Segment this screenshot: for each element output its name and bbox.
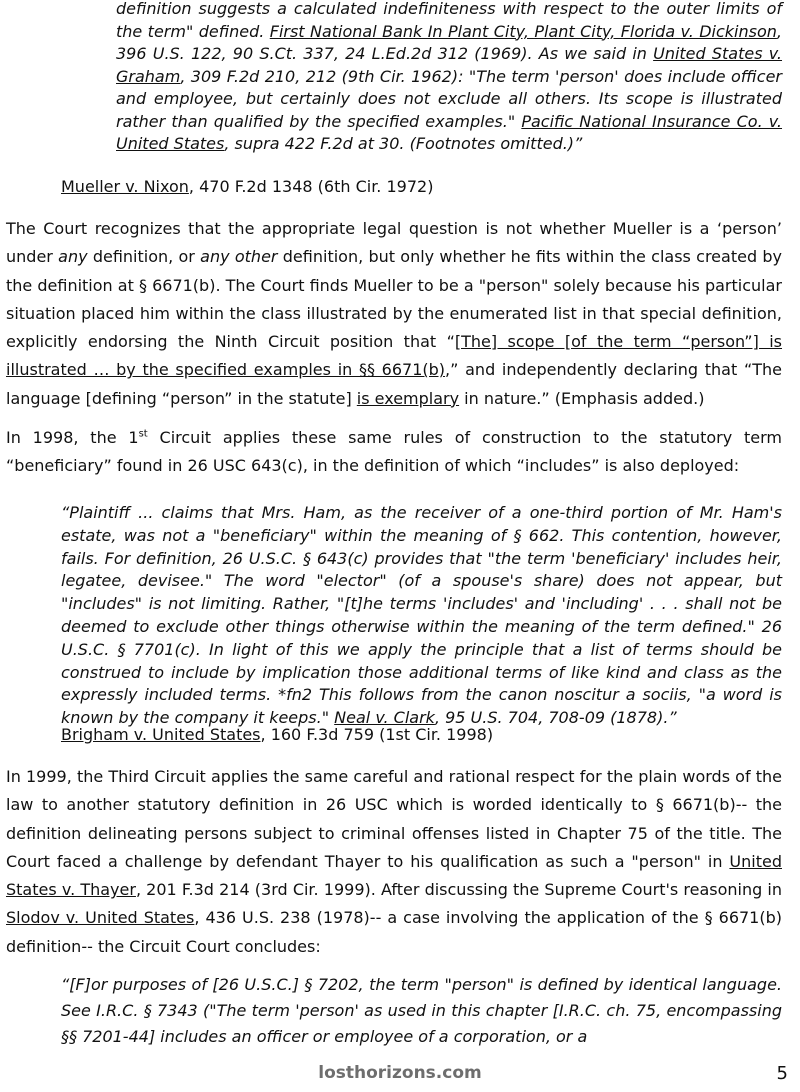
- citation-text: , 160 F.3d 759 (1st Cir. 1998): [260, 725, 494, 744]
- quote-brigham-excerpt: [61, 502, 782, 730]
- para-text: In 1998, the 1: [6, 428, 139, 447]
- quote-thayer-excerpt: [61, 972, 782, 1050]
- case-link-first-national-bank[interactable]: First National Bank In Plant City, Plant City, Florida v. Dickinson: [269, 21, 777, 41]
- case-link-mueller-v-nixon[interactable]: Mueller v. Nixon: [61, 177, 189, 196]
- case-link-graham[interactable]: United States v. Graham: [116, 44, 783, 86]
- case-link-thayer[interactable]: United States v. Thayer: [6, 851, 782, 900]
- paragraph-mueller-analysis: [6, 215, 782, 413]
- page-number: 5: [776, 1063, 788, 1084]
- para-text: definition, or: [87, 247, 201, 267]
- para-text: , 436 U.S. 238 (1978)-- a case involving the application of the § 6671(b) definition-- the Circuit Court concludes:: [6, 908, 782, 956]
- quote-text: , 309 F.2d 210, 212 (9th Cir. 1962): "The term 'person' does include officer and employee, but certainly does not exclude all others. Its scope is illustrated rather than qualified by the specified examples.": [116, 66, 782, 131]
- para-text: Circuit applies these same rules of construction to the statutory term “beneficiary” found in 26 USC 643(c), in the definition of which “includes” is also deployed:: [6, 428, 782, 476]
- page-footer: [0, 1063, 800, 1087]
- citation-text: , 470 F.2d 1348 (6th Cir. 1972): [188, 177, 434, 196]
- para-italic: any: [58, 247, 88, 267]
- para-italic: any other: [200, 247, 278, 267]
- para-text: ,” and independently declaring that “The language [defining “person” in the statute]: [6, 360, 782, 408]
- citation-mueller: [61, 177, 433, 196]
- quote-text: “Plaintiff ... claims that Mrs. Ham, as the receiver of a one-third portion of Mr. Ham's estate, was not a "beneficiary" within the meaning of § 662. This contention, however, fails. For definition, 26 U.S.C. § 643(c) provides that "the term 'beneficiary' includes heir, legatee, devisee." The word "elector" (of a spouse's share) does not appear, but "includes" is not limiting. Rather, "[t]he terms 'includes' and 'including' . . . shall not be deemed to exclude other things otherwise within the meaning of the term defined." 26 U.S.C. § 7701(c). In light of this we apply the principle that a list of terms should be construed to include by implication those additional terms of like kind and class as the expressly included terms. *fn2 This follows from the canon noscitur a sociis, "a word is known by the company it keeps.": [61, 503, 782, 728]
- case-link-slodov[interactable]: Slodov v. United States: [6, 908, 195, 928]
- ordinal-superscript: st: [138, 428, 148, 440]
- para-text: In 1999, the Third Circuit applies the same careful and rational respect for the plain words of the law to another statutory definition in 26 USC which is worded identically to § 6671(b)-- the definition delineating persons subject to criminal offenses listed in Chapter 75 of the title. The Court faced a challenge by defendant Thayer to his qualification as such a "person" in: [6, 767, 782, 871]
- quote-text: definition suggests a calculated indefiniteness with respect to the outer limits of the term" defined.: [116, 0, 782, 41]
- case-link-neal-v-clark[interactable]: Neal v. Clark: [334, 708, 435, 728]
- site-name[interactable]: losthorizons.com: [318, 1063, 482, 1083]
- quote-text: “[F]or purposes of [26 U.S.C.] § 7202, the term "person" is defined by identical language. See I.R.C. § 7343 ("The term 'person' as used in this chapter [I.R.C. ch. 75, encompassing §§ 7201-44] includes an officer or employee of a corporation, or a: [61, 975, 782, 1046]
- para-underlined: [The] scope [of the term “person”] is illustrated … by the specified examples in §§ 6671(b): [6, 332, 783, 380]
- citation-brigham: [61, 725, 493, 744]
- quote-text: , supra 422 F.2d at 30. (Footnotes omitted.)”: [224, 134, 583, 153]
- quote-text: , 396 U.S. 122, 90 S.Ct. 337, 24 L.Ed.2d 312 (1969). As we said in: [116, 21, 783, 63]
- quote-text: , 95 U.S. 704, 708-09 (1878).”: [434, 708, 677, 728]
- case-link-pacific-national[interactable]: Pacific National Insurance Co. v. United States: [116, 111, 783, 153]
- paragraph-third-circuit: [6, 763, 782, 961]
- paragraph-first-circuit: [6, 424, 782, 481]
- para-underlined: is exemplary: [356, 388, 460, 408]
- para-text: The Court recognizes that the appropriate legal question is not whether Mueller is a ‘person’ under: [6, 219, 782, 267]
- para-text: in nature.” (Emphasis added.): [459, 388, 705, 408]
- case-link-brigham-v-us[interactable]: Brigham v. United States: [61, 725, 261, 744]
- para-text: definition, but only whether he fits within the class created by the definition at § 6671(b). The Court finds Mueller to be a "person" solely because his particular situation placed him within the class illustrated by the enumerated list in that special definition, explicitly endorsing the Ninth Circuit position that “: [6, 247, 783, 352]
- para-text: , 201 F.3d 214 (3rd Cir. 1999). After discussing the Supreme Court's reasoning in: [135, 880, 783, 900]
- quote-mueller-excerpt: [116, 0, 782, 156]
